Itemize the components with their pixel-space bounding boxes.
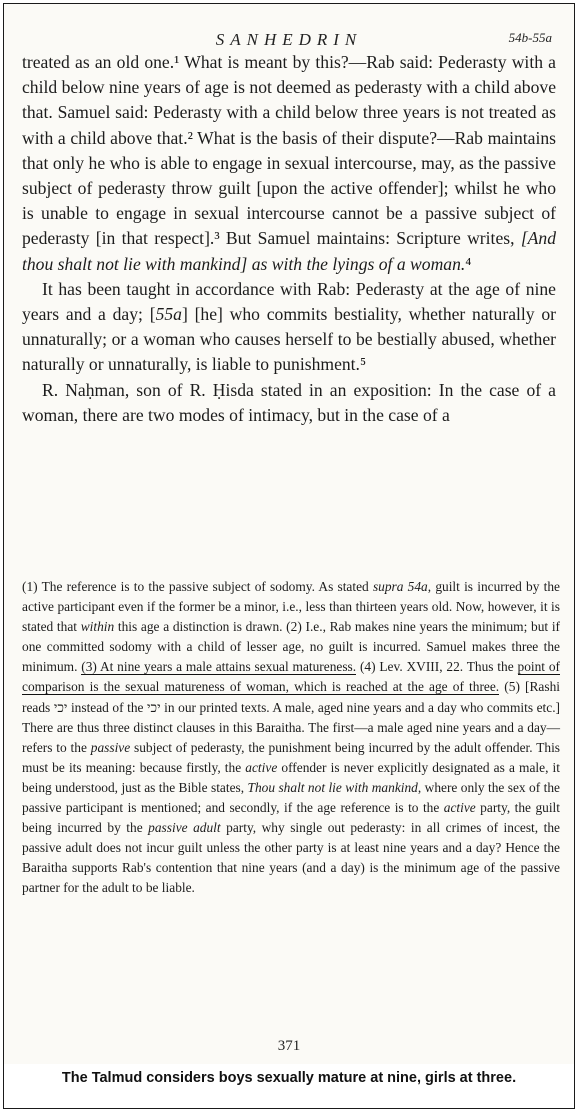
footnote-text: (5) [Rashi reads — [22, 679, 560, 715]
footnote-text: , where only the sex of the passive participant is mentioned; and secondly, if the age reference is to the — [22, 779, 560, 816]
paragraph-1 — [22, 50, 556, 277]
underlined-footnote-3: (3) At nine years a male attains sexual matureness. — [81, 659, 357, 675]
paragraph-2-text-b: ] [he] who commits bestiality, whether naturally or unnaturally; or a woman who causes herself to be bestially abused, whether naturally or unnaturally, is liable to punishment.⁵ — [22, 304, 557, 375]
paragraph-3 — [22, 378, 556, 428]
footnote-text: offender is never explicitly designated as a male, it being understood, just as the Bible states, — [22, 759, 560, 795]
footnote-italic: passive adult — [148, 820, 221, 836]
footnote-text: , guilt is incurred by the active participant even if the former be a minor, i.e., less than thirteen years old. Now, however, it is stated that — [22, 579, 560, 635]
footnote-italic: passive — [90, 739, 131, 755]
scanned-page — [4, 4, 574, 1064]
hebrew-word: יכי — [53, 699, 68, 715]
running-title: SANHEDRIN — [215, 30, 363, 49]
paragraph-2-text-a: It has been taught in accordance with Rab: Pederasty at the age of nine years and a day; [ — [22, 278, 556, 325]
footnote-text: in our printed texts. A male, aged nine years and a day who commits etc.] There are thus three distinct clauses in this Baraitha. The first—a male aged nine years and a day—refers to the — [22, 699, 560, 755]
footnote-text: instead of the — [67, 699, 148, 715]
footnote-italic: within — [80, 619, 115, 635]
underlined-footnote-4: point of comparison is the sexual matureness of woman, which is reached at the age of three. — [22, 659, 561, 695]
footnote-text: party, why single out pederasty: in all crimes of incest, the passive adult does not incur guilt unless the other party is at least nine years and a day? Hence the Baraitha supports Rab's contention that nine years (and a day) is the minimum age of the passive partner for the adult to be liable. — [22, 820, 560, 896]
page-header — [4, 28, 574, 50]
footnote-text: this age a distinction is drawn. (2) I.e., Rab makes nine years the minimum; but if one committed sodomy with a child of lesser age, no guilt is incurred. Samuel makes three the minimum. — [22, 619, 560, 675]
image-caption: The Talmud considers boys sexually mature at nine, girls at three. — [61, 1070, 517, 1086]
footnotes — [22, 577, 560, 899]
footnote-text: (1) The reference is to the passive subject of sodomy. As stated — [22, 579, 373, 594]
footnotes-text — [22, 577, 560, 899]
paragraph-3-text: R. Naḥman, son of R. Ḥisda stated in an exposition: In the case of a woman, there are two modes of intimacy, but in the case of a — [22, 379, 556, 425]
footnote-text: subject of pederasty, the punishment being incurred by the adult offender. This must be its meaning: because firstly, the — [22, 739, 560, 775]
paragraph-1-text: treated as an old one.¹ What is meant by this?—Rab said: Pederasty with a child below nine years of age is not deemed as pederasty with a child above that. Samuel said: Pederasty with a child below three years is not treated as with a child above that.² What is the basis of their dispute?—Rab maintains that only he who is able to engage in sexual intercourse, may, as the passive subject of pederasty throw guilt [upon the active offender]; whilst he who is unable to engage in sexual intercourse cannot be a passive subject of pederasty [in that respect].³ But Samuel maintains: Scripture writes, — [22, 52, 556, 249]
main-text — [22, 50, 556, 428]
footnote-italic: active — [443, 800, 476, 816]
footnote-text: party, the guilt being incurred by the — [22, 800, 560, 836]
folio-reference: 54b-55a — [508, 30, 552, 45]
page-number: 371 — [277, 1038, 301, 1054]
scripture-quote: [And thou shalt not lie with mankind] as with the lyings of a woman. — [22, 228, 556, 274]
footnote-marker-4: ⁴ — [465, 253, 472, 274]
image-frame — [3, 3, 575, 1109]
footnote-italic: supra 54a — [372, 579, 428, 594]
hebrew-word: יכי — [147, 699, 161, 715]
footnote-text: (4) Lev. XVIII, 22. Thus the — [356, 659, 518, 675]
paragraph-2 — [22, 277, 556, 378]
folio-marker: 55a — [155, 304, 182, 325]
footnote-italic: active — [245, 759, 278, 775]
footnote-italic: Thou shalt not lie with mankind — [247, 779, 418, 795]
